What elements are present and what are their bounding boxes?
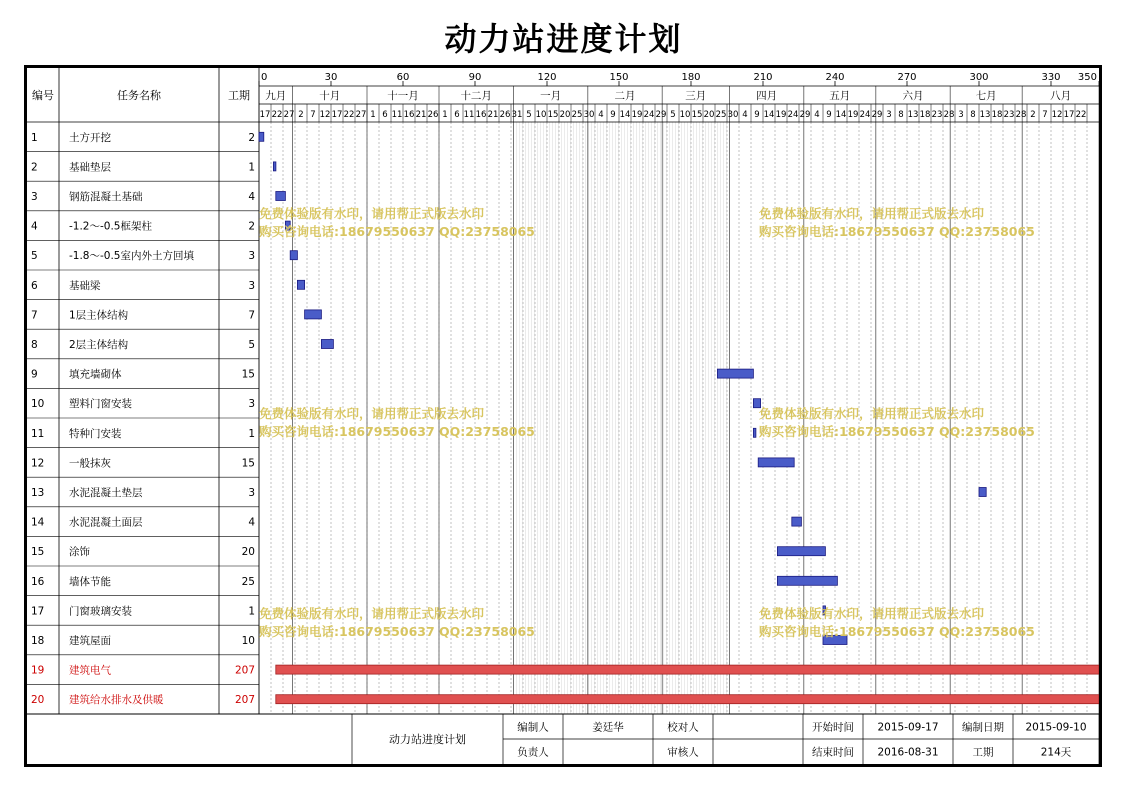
month-label: 二月 [614, 90, 636, 102]
date-label: 12 [319, 110, 331, 120]
date-label: 21 [415, 110, 427, 120]
watermark-line2: 购买咨询电话:18679550637 QQ:23758065 [259, 224, 535, 239]
task-bar [792, 517, 802, 526]
date-label: 9 [826, 110, 832, 120]
day-tick-label: 0 [261, 72, 268, 83]
date-label: 3 [886, 110, 892, 120]
footer-start-label: 开始时间 [812, 721, 854, 734]
task-name: 建筑给水排水及供暖 [69, 694, 164, 707]
date-label: 3 [958, 110, 964, 120]
watermark-line2: 购买咨询电话:18679550637 QQ:23758065 [259, 624, 535, 639]
footer-compiler: 姜廷华 [592, 721, 624, 734]
date-label: 19 [847, 110, 859, 120]
date-label: 11 [391, 110, 403, 120]
footer-compiler-label: 编制人 [517, 721, 549, 734]
month-label: 三月 [685, 90, 707, 102]
task-name: 2层主体结构 [69, 339, 129, 351]
date-label: 30 [583, 110, 595, 120]
watermark-line2: 购买咨询电话:18679550637 QQ:23758065 [759, 224, 1035, 239]
task-id: 7 [31, 309, 38, 322]
day-tick-label: 90 [468, 72, 482, 83]
footer-end: 2016-08-31 [877, 746, 939, 759]
task-id: 11 [31, 427, 45, 440]
date-label: 27 [355, 110, 367, 120]
date-label: 7 [1042, 110, 1048, 120]
date-label: 11 [463, 110, 475, 120]
date-label: 14 [835, 110, 847, 120]
footer-compile-date-label: 编制日期 [962, 721, 1004, 734]
critical-task-bar [276, 695, 1099, 704]
date-label: 31 [511, 110, 523, 120]
gantt-frame [24, 65, 1102, 767]
month-label: 八月 [1050, 90, 1072, 102]
date-label: 16 [403, 110, 415, 120]
date-label: 15 [547, 110, 559, 120]
date-label: 17 [259, 110, 271, 120]
task-duration: 1 [248, 427, 255, 440]
day-tick-label: 30 [324, 72, 338, 83]
month-label: 七月 [975, 90, 997, 102]
header-duration: 工期 [228, 89, 250, 102]
date-label: 28 [1015, 110, 1027, 120]
task-name: -1.2～-0.5框架柱 [69, 220, 152, 233]
date-label: 19 [775, 110, 787, 120]
date-label: 13 [979, 110, 991, 120]
task-name: 土方开挖 [69, 131, 111, 144]
footer-checker-label: 校对人 [667, 721, 699, 734]
task-id: 4 [31, 220, 38, 233]
day-tick-label: 150 [609, 72, 629, 83]
task-name: 水泥混凝土面层 [69, 516, 143, 529]
date-label: 4 [742, 110, 748, 120]
watermark-line1: 免费体验版有水印，请用帮正式版去水印 [259, 406, 485, 421]
task-id: 9 [31, 368, 38, 381]
task-id: 18 [31, 635, 45, 647]
day-tick-label: 210 [753, 72, 773, 83]
day-tick-label: 270 [897, 72, 917, 83]
date-label: 27 [283, 110, 295, 120]
task-name: 建筑电气 [69, 664, 111, 677]
task-name: 基础梁 [69, 279, 101, 292]
date-label: 28 [943, 110, 955, 120]
date-label: 19 [631, 110, 643, 120]
date-label: 24 [859, 110, 871, 120]
date-label: 6 [454, 110, 460, 120]
date-label: 24 [643, 110, 655, 120]
task-id: 3 [31, 191, 38, 203]
date-label: 18 [991, 110, 1003, 120]
task-id: 6 [31, 279, 38, 292]
page-title: 动力站进度计划 [444, 20, 683, 58]
watermark-line2: 购买咨询电话:18679550637 QQ:23758065 [759, 624, 1035, 639]
watermark-line1: 免费体验版有水印，请用帮正式版去水印 [759, 406, 985, 421]
date-label: 17 [1063, 110, 1075, 120]
footer-end-label: 结束时间 [812, 746, 854, 759]
task-bar [758, 458, 794, 467]
task-name: 塑料门窗安装 [69, 398, 132, 411]
critical-task-bar [276, 665, 1099, 674]
task-bar [753, 428, 756, 437]
task-name: 一般抹灰 [69, 457, 111, 470]
footer-duration-label: 工期 [972, 746, 994, 759]
date-label: 7 [310, 110, 316, 120]
footer-plan-name: 动力站进度计划 [389, 733, 466, 746]
footer-duration: 214天 [1040, 746, 1072, 759]
day-tick-label: 120 [537, 72, 557, 83]
month-label: 四月 [756, 90, 778, 102]
date-label: 23 [931, 110, 943, 120]
task-duration: 3 [248, 279, 255, 292]
task-bar [979, 488, 986, 497]
date-label: 26 [427, 110, 439, 120]
task-name: 基础垫层 [69, 161, 111, 174]
task-bar [259, 132, 264, 141]
day-tick-label: 180 [681, 72, 701, 83]
task-id: 15 [31, 546, 45, 559]
date-label: 23 [1003, 110, 1015, 120]
task-id: 12 [31, 457, 45, 470]
task-id: 17 [31, 605, 45, 618]
month-label: 六月 [902, 90, 924, 102]
month-label: 十二月 [460, 90, 492, 102]
day-tick-label: 330 [1041, 72, 1061, 83]
date-label: 20 [703, 110, 715, 120]
task-bar [321, 340, 333, 349]
task-duration: 1 [248, 605, 255, 618]
date-label: 8 [970, 110, 976, 120]
task-bar [777, 547, 825, 556]
date-label: 22 [271, 110, 283, 120]
task-id: 13 [31, 487, 45, 499]
task-duration: 25 [241, 575, 255, 588]
date-label: 21 [487, 110, 499, 120]
task-duration: 5 [248, 339, 255, 351]
task-name: 水泥混凝土垫层 [69, 487, 143, 499]
date-label: 25 [715, 110, 727, 120]
date-label: 17 [331, 110, 343, 120]
task-id: 1 [31, 131, 38, 144]
date-label: 29 [871, 110, 883, 120]
date-label: 5 [526, 110, 532, 120]
date-label: 6 [382, 110, 388, 120]
task-name: 涂饰 [69, 546, 90, 559]
task-name: 钢筋混凝土基础 [69, 191, 143, 203]
date-label: 2 [298, 110, 304, 120]
date-label: 14 [763, 110, 775, 120]
task-id: 16 [31, 575, 45, 588]
task-name: 建筑屋面 [69, 635, 111, 647]
month-label: 十月 [319, 90, 341, 102]
task-duration: 2 [248, 220, 255, 233]
date-label: 10 [679, 110, 691, 120]
task-id: 10 [31, 398, 45, 411]
header-id: 编号 [32, 89, 54, 102]
month-label: 十一月 [387, 90, 419, 102]
date-label: 30 [727, 110, 739, 120]
task-duration: 10 [241, 635, 255, 647]
date-label: 22 [1075, 110, 1087, 120]
task-duration: 2 [248, 131, 255, 144]
date-label: 9 [610, 110, 616, 120]
task-duration: 1 [248, 161, 255, 174]
date-label: 29 [655, 110, 667, 120]
date-label: 8 [898, 110, 904, 120]
task-duration: 3 [248, 398, 255, 411]
task-bar [290, 251, 297, 260]
date-label: 1 [370, 110, 376, 120]
date-label: 29 [799, 110, 811, 120]
date-label: 25 [571, 110, 583, 120]
date-label: 14 [619, 110, 631, 120]
gantt-chart [27, 68, 1099, 764]
task-id: 20 [31, 694, 45, 707]
date-label: 1 [442, 110, 448, 120]
task-bar [717, 369, 753, 378]
task-duration: 20 [241, 546, 255, 559]
task-id: 5 [31, 250, 38, 263]
day-tick-label: 240 [825, 72, 845, 83]
date-label: 13 [907, 110, 919, 120]
date-label: 16 [475, 110, 487, 120]
footer-manager-label: 负责人 [517, 746, 549, 759]
task-name: 特种门安装 [69, 427, 122, 440]
task-bar [273, 162, 276, 171]
task-name: 墙体节能 [69, 575, 111, 588]
watermark-line1: 免费体验版有水印，请用帮正式版去水印 [759, 206, 985, 221]
footer-reviewer-label: 审核人 [667, 746, 699, 759]
watermark-line1: 免费体验版有水印，请用帮正式版去水印 [259, 606, 485, 621]
task-duration: 15 [241, 368, 255, 381]
task-duration: 7 [248, 309, 255, 322]
month-label: 一月 [540, 90, 562, 102]
date-label: 9 [754, 110, 760, 120]
task-id: 19 [31, 664, 45, 677]
task-id: 2 [31, 161, 38, 174]
month-label: 五月 [829, 90, 851, 102]
task-bar [305, 310, 322, 319]
date-label: 4 [598, 110, 604, 120]
date-label: 22 [343, 110, 355, 120]
task-id: 8 [31, 339, 38, 351]
task-bar [297, 280, 304, 289]
task-duration: 3 [248, 487, 255, 499]
date-label: 15 [691, 110, 703, 120]
day-tick-label: 60 [396, 72, 410, 83]
date-label: 12 [1051, 110, 1063, 120]
date-label: 18 [919, 110, 931, 120]
task-bar [777, 576, 837, 585]
task-name: 填充墙砌体 [69, 368, 122, 381]
task-duration: 207 [234, 664, 255, 677]
task-duration: 207 [234, 694, 255, 707]
task-bar [276, 192, 286, 201]
day-tick-label: 300 [969, 72, 989, 83]
task-name: -1.8～-0.5室内外土方回填 [69, 250, 194, 263]
task-id: 14 [31, 516, 45, 529]
date-label: 10 [535, 110, 547, 120]
task-duration: 3 [248, 250, 255, 263]
date-label: 4 [814, 110, 820, 120]
watermark-line1: 免费体验版有水印，请用帮正式版去水印 [759, 606, 985, 621]
header-name: 任务名称 [117, 89, 161, 102]
watermark-line1: 免费体验版有水印，请用帮正式版去水印 [259, 206, 485, 221]
day-tick-label: 350 [1077, 72, 1097, 83]
task-name: 门窗玻璃安装 [69, 605, 132, 618]
footer-start: 2015-09-17 [877, 721, 939, 734]
date-label: 20 [559, 110, 571, 120]
month-label: 九月 [265, 90, 287, 102]
date-label: 26 [499, 110, 511, 120]
task-duration: 15 [241, 457, 255, 470]
task-duration: 4 [248, 191, 255, 203]
watermark-line2: 购买咨询电话:18679550637 QQ:23758065 [259, 424, 535, 439]
watermark-line2: 购买咨询电话:18679550637 QQ:23758065 [759, 424, 1035, 439]
footer-compile-date: 2015-09-10 [1025, 721, 1087, 734]
date-label: 24 [787, 110, 799, 120]
date-label: 2 [1030, 110, 1036, 120]
task-duration: 4 [248, 516, 255, 529]
task-name: 1层主体结构 [69, 309, 129, 322]
date-label: 5 [670, 110, 676, 120]
